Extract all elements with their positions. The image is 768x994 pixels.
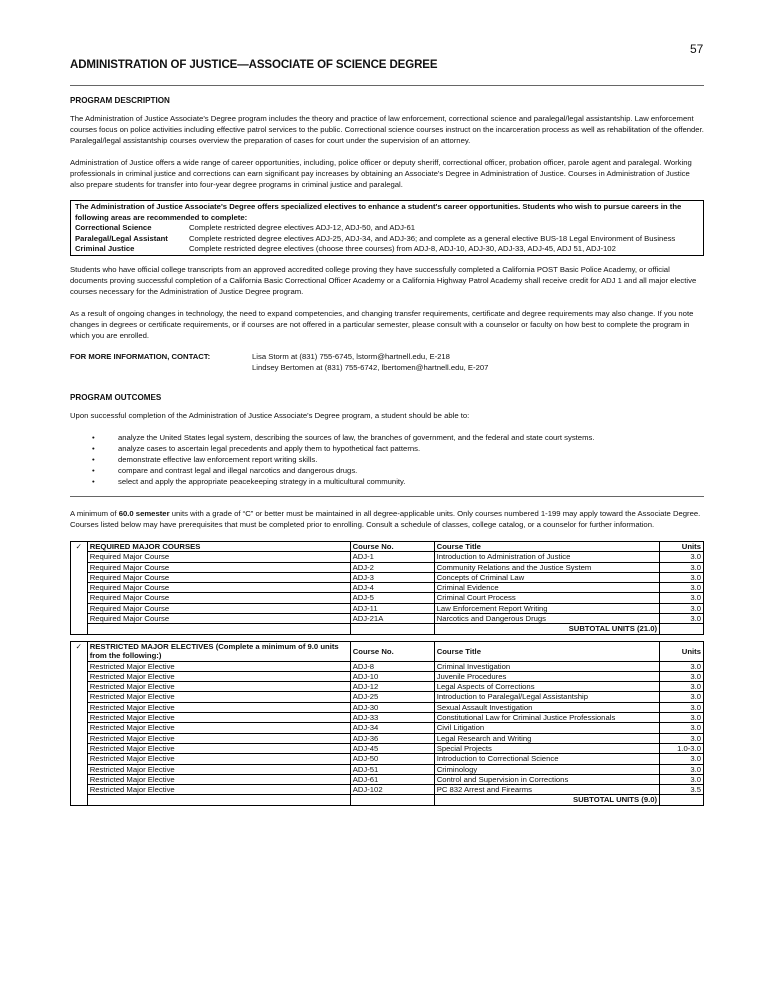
table-row bbox=[71, 682, 704, 692]
course-title: Introduction to Paralegal/Legal Assistantship bbox=[434, 692, 659, 702]
table-row bbox=[71, 671, 704, 681]
course-no: ADJ-45 bbox=[350, 743, 434, 753]
restricted-subtotal: SUBTOTAL UNITS (9.0) bbox=[434, 795, 659, 805]
course-title: Special Projects bbox=[434, 743, 659, 753]
course-category: Restricted Major Elective bbox=[87, 754, 350, 764]
specialized-electives-box bbox=[70, 200, 704, 256]
table-row bbox=[71, 661, 704, 671]
electives-text: Complete restricted degree electives ADJ-25, ADJ-34, and ADJ-36; and complete as a general elective BUS-18 Legal Environment of Business bbox=[189, 233, 676, 243]
course-category: Required Major Course bbox=[87, 593, 350, 603]
bullet-icon: • bbox=[92, 477, 95, 486]
course-title: Criminal Court Process bbox=[434, 593, 659, 603]
electives-row bbox=[71, 234, 703, 245]
course-no: ADJ-1 bbox=[350, 552, 434, 562]
table-row bbox=[71, 562, 704, 572]
electives-area: Paralegal/Legal Assistant bbox=[75, 233, 168, 243]
required-courses-table bbox=[70, 541, 704, 635]
course-category: Restricted Major Elective bbox=[87, 774, 350, 784]
course-units: 3.5 bbox=[660, 785, 704, 795]
description-paragraph-1: The Administration of Justice Associate's Degree program includes the theory and practice of law enforcement, correctional science and paralegal/legal assistantship. Law enforcement courses focus on police activities including effective patrol services to the public. Correctional science courses instruct on the incarceration process as well as rehabilitation of the offender. Paralegal/legal assistantship courses overview the preparation of cases for court under the supervision of an attorney. bbox=[70, 114, 704, 145]
table-row bbox=[71, 593, 704, 603]
course-category: Restricted Major Elective bbox=[87, 713, 350, 723]
table-row bbox=[71, 713, 704, 723]
course-no: ADJ-4 bbox=[350, 583, 434, 593]
course-units: 3.0 bbox=[660, 614, 704, 624]
outcomes-list bbox=[92, 432, 594, 487]
electives-area: Correctional Science bbox=[75, 223, 152, 232]
course-units: 1.0-3.0 bbox=[660, 743, 704, 753]
table-row bbox=[71, 603, 704, 613]
course-units: 3.0 bbox=[660, 764, 704, 774]
table-row bbox=[71, 785, 704, 795]
electives-row bbox=[71, 244, 703, 255]
course-title: Community Relations and the Justice System bbox=[434, 562, 659, 572]
subtotal-row bbox=[71, 624, 704, 634]
col-course-no: Course No. bbox=[350, 542, 434, 552]
course-category: Restricted Major Elective bbox=[87, 743, 350, 753]
course-no: ADJ-50 bbox=[350, 754, 434, 764]
table-row bbox=[71, 692, 704, 702]
minimum-post: units with a grade of “C” or better must be maintained in all degree-applicable units. Only courses numbered 1-199 may apply toward the Associate Degree. Courses listed below may have prerequisites that must be completed prior to enrolling. Consult a schedule of classes, college catalog, or a counselor for further information. bbox=[70, 509, 701, 529]
col-course-title: Course Title bbox=[434, 542, 659, 552]
course-category: Restricted Major Elective bbox=[87, 723, 350, 733]
table-row bbox=[71, 614, 704, 624]
table-row bbox=[71, 764, 704, 774]
required-subtotal: SUBTOTAL UNITS (21.0) bbox=[434, 624, 659, 634]
course-title: Juvenile Procedures bbox=[434, 671, 659, 681]
course-units: 3.0 bbox=[660, 671, 704, 681]
course-units: 3.0 bbox=[660, 552, 704, 562]
course-no: ADJ-33 bbox=[350, 713, 434, 723]
table-row bbox=[71, 774, 704, 784]
course-no: ADJ-34 bbox=[350, 723, 434, 733]
course-units: 3.0 bbox=[660, 603, 704, 613]
program-outcomes-heading: PROGRAM OUTCOMES bbox=[70, 393, 162, 402]
electives-box-header: The Administration of Justice Associate's Degree offers specialized electives to enhance a student's career opportunities. Students who wish to pursue careers in the following areas are recommended to complete: bbox=[75, 202, 682, 222]
course-title: Introduction to Correctional Science bbox=[434, 754, 659, 764]
table-row bbox=[71, 733, 704, 743]
course-title: Criminal Evidence bbox=[434, 583, 659, 593]
outcome-text: analyze cases to ascertain legal precedents and apply them to hypothetical fact patterns. bbox=[118, 444, 421, 453]
outcome-text: compare and contrast legal and illegal narcotics and dangerous drugs. bbox=[118, 466, 358, 475]
course-category: Restricted Major Elective bbox=[87, 671, 350, 681]
outcomes-divider bbox=[70, 496, 704, 497]
contact-line-2: Lindsey Bertomen at (831) 755-6742, lbertomen@hartnell.edu, E-207 bbox=[252, 363, 489, 372]
course-category: Restricted Major Elective bbox=[87, 692, 350, 702]
course-no: ADJ-11 bbox=[350, 603, 434, 613]
course-no: ADJ-102 bbox=[350, 785, 434, 795]
course-no: ADJ-8 bbox=[350, 661, 434, 671]
page-number: 57 bbox=[690, 42, 704, 56]
course-category: Restricted Major Elective bbox=[87, 682, 350, 692]
bullet-icon: • bbox=[92, 466, 95, 475]
course-title: Constitutional Law for Criminal Justice Professionals bbox=[434, 713, 659, 723]
table-row bbox=[71, 572, 704, 582]
list-item bbox=[92, 465, 594, 476]
course-title: Civil Litigation bbox=[434, 723, 659, 733]
course-units: 3.0 bbox=[660, 583, 704, 593]
bullet-icon: • bbox=[92, 455, 95, 464]
course-title: Law Enforcement Report Writing bbox=[434, 603, 659, 613]
course-title: Sexual Assault Investigation bbox=[434, 702, 659, 712]
course-units: 3.0 bbox=[660, 702, 704, 712]
course-no: ADJ-36 bbox=[350, 733, 434, 743]
course-units: 3.0 bbox=[660, 733, 704, 743]
course-title: Narcotics and Dangerous Drugs bbox=[434, 614, 659, 624]
description-paragraph-2: Administration of Justice offers a wide range of career opportunities, including, police officer or deputy sheriff, correctional officer, probation officer, parole agent and paralegal. Working professionals in criminal justice and corrections can earn significant pay increases by obtaining an Associate's Degree in Administration of Justice. Courses in Administration of Justice also prepare students for transfer into four-year degree programs in criminal justice and paralegal. bbox=[70, 158, 692, 189]
col-course-title: Course Title bbox=[434, 642, 659, 662]
list-item bbox=[92, 443, 594, 454]
list-item bbox=[92, 432, 594, 443]
list-item bbox=[92, 476, 594, 487]
table-row bbox=[71, 583, 704, 593]
course-units: 3.0 bbox=[660, 754, 704, 764]
col-units: Units bbox=[660, 542, 704, 552]
course-category: Restricted Major Elective bbox=[87, 764, 350, 774]
course-category: Restricted Major Elective bbox=[87, 702, 350, 712]
course-no: ADJ-21A bbox=[350, 614, 434, 624]
course-title: Legal Aspects of Corrections bbox=[434, 682, 659, 692]
restricted-heading: RESTRICTED MAJOR ELECTIVES (Complete a minimum of 9.0 units from the following:) bbox=[87, 642, 350, 662]
required-heading: REQUIRED MAJOR COURSES bbox=[87, 542, 350, 552]
minimum-pre: A minimum of bbox=[70, 509, 119, 518]
table-row bbox=[71, 702, 704, 712]
contact-line-1: Lisa Storm at (831) 755-6745, lstorm@hartnell.edu, E-218 bbox=[252, 352, 450, 361]
course-no: ADJ-5 bbox=[350, 593, 434, 603]
course-no: ADJ-3 bbox=[350, 572, 434, 582]
table-row bbox=[71, 743, 704, 753]
course-title: Introduction to Administration of Justice bbox=[434, 552, 659, 562]
course-units: 3.0 bbox=[660, 713, 704, 723]
course-category: Restricted Major Elective bbox=[87, 733, 350, 743]
page-title: ADMINISTRATION OF JUSTICE—ASSOCIATE OF SCIENCE DEGREE bbox=[70, 59, 438, 71]
electives-text: Complete restricted degree electives (choose three courses) from ADJ-8, ADJ-10, ADJ-30, ADJ-33, ADJ-45, ADJ 51, ADJ-102 bbox=[189, 244, 616, 253]
table-row bbox=[71, 552, 704, 562]
course-units: 3.0 bbox=[660, 593, 704, 603]
contact-label: FOR MORE INFORMATION, CONTACT: bbox=[70, 352, 211, 361]
course-title: PC 832 Arrest and Firearms bbox=[434, 785, 659, 795]
course-units: 3.0 bbox=[660, 692, 704, 702]
course-units: 3.0 bbox=[660, 562, 704, 572]
course-category: Required Major Course bbox=[87, 614, 350, 624]
course-no: ADJ-30 bbox=[350, 702, 434, 712]
restricted-electives-table bbox=[70, 641, 704, 806]
outcome-text: select and apply the appropriate peacekeeping strategy in a multicultural community. bbox=[118, 477, 406, 486]
outcome-text: demonstrate effective law enforcement report writing skills. bbox=[118, 455, 318, 464]
check-icon: ✓ bbox=[71, 642, 88, 806]
course-no: ADJ-51 bbox=[350, 764, 434, 774]
course-title: Criminology bbox=[434, 764, 659, 774]
course-category: Required Major Course bbox=[87, 603, 350, 613]
check-icon: ✓ bbox=[71, 542, 88, 635]
course-title: Criminal Investigation bbox=[434, 661, 659, 671]
course-units: 3.0 bbox=[660, 661, 704, 671]
course-category: Required Major Course bbox=[87, 562, 350, 572]
col-units: Units bbox=[660, 642, 704, 662]
course-units: 3.0 bbox=[660, 774, 704, 784]
minimum-bold: 60.0 semester bbox=[118, 509, 170, 518]
table-header-row bbox=[71, 642, 704, 662]
program-description-heading: PROGRAM DESCRIPTION bbox=[70, 96, 170, 105]
col-course-no: Course No. bbox=[350, 642, 434, 662]
course-no: ADJ-10 bbox=[350, 671, 434, 681]
changes-paragraph: As a result of ongoing changes in technology, the need to expand competencies, and changing transfer requirements, certificate and degree requirements may also change. If you note changes in degrees or certificate requirements, or if courses are not offered in a particular semester, please consult with a counselor or faculty on how best to complete the program in which you are enrolled. bbox=[70, 309, 694, 340]
course-category: Required Major Course bbox=[87, 583, 350, 593]
minimum-units-paragraph bbox=[70, 508, 704, 530]
electives-text: Complete restricted degree electives ADJ-12, ADJ-50, and ADJ-61 bbox=[189, 223, 416, 232]
course-no: ADJ-12 bbox=[350, 682, 434, 692]
electives-area: Criminal Justice bbox=[75, 244, 135, 253]
course-units: 3.0 bbox=[660, 682, 704, 692]
table-row bbox=[71, 754, 704, 764]
course-category: Restricted Major Elective bbox=[87, 785, 350, 795]
course-category: Restricted Major Elective bbox=[87, 661, 350, 671]
course-category: Required Major Course bbox=[87, 572, 350, 582]
course-title: Concepts of Criminal Law bbox=[434, 572, 659, 582]
credit-paragraph: Students who have official college transcripts from an approved accredited college proving they have successfully completed a California POST Basic Police Academy, or official documents proving successful completion of a California Basic Correctional Officer Academy or a California Highway Patrol Academy shall receive credit for ADJ 1 and all major elective courses necessary for the Administration of Justice Degree program. bbox=[70, 265, 697, 296]
table-header-row bbox=[71, 542, 704, 552]
table-row bbox=[71, 723, 704, 733]
bullet-icon: • bbox=[92, 444, 95, 453]
title-divider bbox=[70, 85, 704, 86]
course-no: ADJ-25 bbox=[350, 692, 434, 702]
course-title: Legal Research and Writing bbox=[434, 733, 659, 743]
course-category: Required Major Course bbox=[87, 552, 350, 562]
list-item bbox=[92, 454, 594, 465]
bullet-icon: • bbox=[92, 433, 95, 442]
course-no: ADJ-61 bbox=[350, 774, 434, 784]
outcome-text: analyze the United States legal system, describing the sources of law, the branches of government, and the federal and state court systems. bbox=[118, 433, 595, 442]
electives-row bbox=[71, 223, 703, 234]
subtotal-row bbox=[71, 795, 704, 805]
course-units: 3.0 bbox=[660, 723, 704, 733]
course-units: 3.0 bbox=[660, 572, 704, 582]
course-no: ADJ-2 bbox=[350, 562, 434, 572]
course-title: Control and Supervision in Corrections bbox=[434, 774, 659, 784]
outcomes-intro: Upon successful completion of the Administration of Justice Associate's Degree program, a student should be able to: bbox=[70, 411, 470, 420]
